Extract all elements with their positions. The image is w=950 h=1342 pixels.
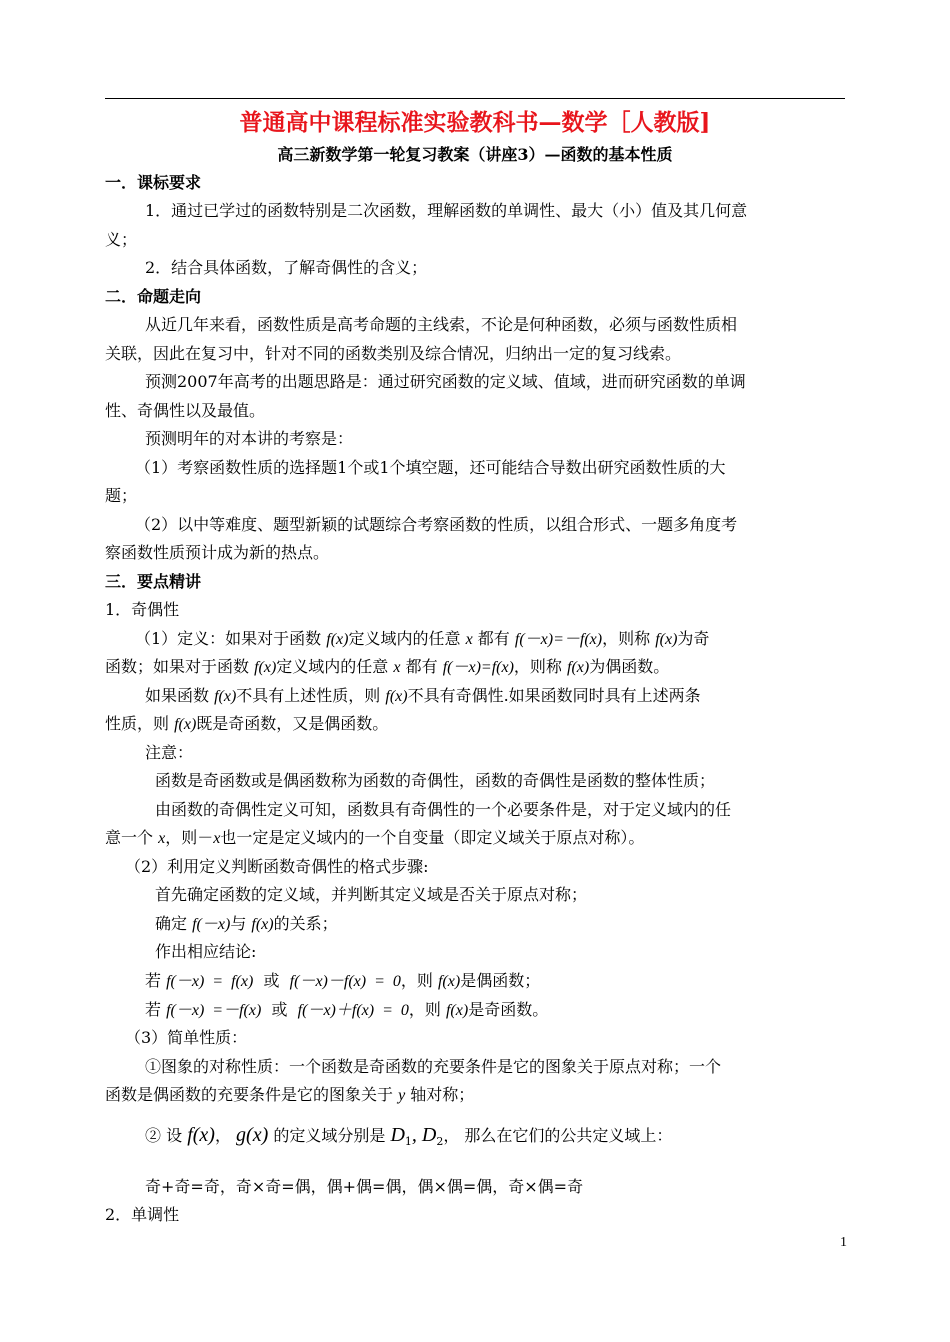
paragraph: 从近几年来看，函数性质是高考命题的主线索，不论是何种函数，必须与函数性质相 xyxy=(145,315,738,334)
paragraph: 义； xyxy=(105,230,138,249)
step-item: 首先确定函数的定义域，并判断其定义域是否关于原点对称； xyxy=(155,885,588,904)
odd-condition: 若 f(－x) =－f(x) 或 f(－x)＋f(x) = 0，则 f(x)是奇函数。 xyxy=(145,1000,549,1019)
paragraph: 预测2007年高考的出题思路是：通过研究函数的定义域、值域，进而研究函数的单调 xyxy=(145,372,746,391)
property-item: ② 设 f(x)， g(x) 的定义域分别是 $D_1$, $D_2$， 那么在它们的公共定义域上： xyxy=(145,1124,673,1149)
document-title: 普通高中课程标准实验教科书—数学［人教版] xyxy=(239,109,711,136)
property-item: 函数是偶函数的充要条件是它的图象关于 y 轴对称； xyxy=(105,1085,475,1104)
paragraph: （2）以中等难度、题型新颖的试题综合考察函数的性质，以组合形式、一题多角度考 xyxy=(135,515,738,534)
paragraph: 性、奇偶性以及最值。 xyxy=(105,401,266,420)
note-item: 意一个 x，则－x也一定是定义域内的一个自变量（即定义域关于原点对称）。 xyxy=(105,828,645,847)
paragraph: （1）考察函数性质的选择题1个或1个填空题，还可能结合导数出研究函数性质的大 xyxy=(135,458,726,477)
properties-heading: （3）简单性质： xyxy=(125,1028,248,1047)
document-subtitle: 高三新数学第一轮复习教案（讲座3）—函数的基本性质 xyxy=(277,145,673,164)
section-heading-curriculum: 一．课标要求 xyxy=(105,173,202,192)
section-heading-key-points: 三．要点精讲 xyxy=(105,572,202,591)
paragraph: 察函数性质预计成为新的热点。 xyxy=(105,543,330,562)
section-heading-trend: 二．命题走向 xyxy=(105,287,202,306)
header-rule xyxy=(105,98,845,99)
paragraph: 题； xyxy=(105,486,138,505)
subsection-heading: 2．单调性 xyxy=(105,1205,180,1224)
definition-line: 函数；如果对于函数 f(x)定义域内的任意 x 都有 f(－x)=f(x)，则称 f(x)为偶函数。 xyxy=(105,657,670,676)
paragraph: 如果函数 f(x)不具有上述性质，则 f(x)不具有奇偶性.如果函数同时具有上述两条 xyxy=(145,686,701,705)
parity-rules: 奇+奇=奇，奇×奇=偶，偶+偶=偶，偶×偶=偶，奇×偶=奇 xyxy=(145,1177,584,1196)
paragraph: 关联，因此在复习中，针对不同的函数类别及综合情况，归纳出一定的复习线索。 xyxy=(105,344,682,363)
step-heading: （2）利用定义判断函数奇偶性的格式步骤: xyxy=(125,857,429,876)
paragraph: 预测明年的对本讲的考察是： xyxy=(145,429,354,448)
note-item: 由函数的奇偶性定义可知，函数具有奇偶性的一个必要条件是，对于定义域内的任 xyxy=(155,800,732,819)
paragraph: 2．结合具体函数，了解奇偶性的含义； xyxy=(145,258,428,277)
page-number: 1 xyxy=(840,1235,847,1250)
step-item: 作出相应结论: xyxy=(155,942,257,961)
subsection-heading: 1．奇偶性 xyxy=(105,600,180,619)
even-condition: 若 f(－x) = f(x) 或 f(－x)－f(x) = 0，则 f(x)是偶函数； xyxy=(145,971,541,990)
note-label: 注意： xyxy=(145,743,194,762)
paragraph: 1．通过已学过的函数特别是二次函数，理解函数的单调性、最大（小）值及其几何意 xyxy=(145,201,748,220)
property-item: ①图象的对称性质：一个函数是奇函数的充要条件是它的图象关于原点对称；一个 xyxy=(145,1057,722,1076)
step-item: 确定 f(－x)与 f(x)的关系； xyxy=(155,914,338,933)
definition-line: （1）定义：如果对于函数 f(x)定义域内的任意 x 都有 f(－x)=－f(x)，则称 f(x)为奇 xyxy=(135,629,710,648)
paragraph: 性质，则 f(x)既是奇函数，又是偶函数。 xyxy=(105,714,389,733)
note-item: 函数是奇函数或是偶函数称为函数的奇偶性，函数的奇偶性是函数的整体性质； xyxy=(155,771,716,790)
